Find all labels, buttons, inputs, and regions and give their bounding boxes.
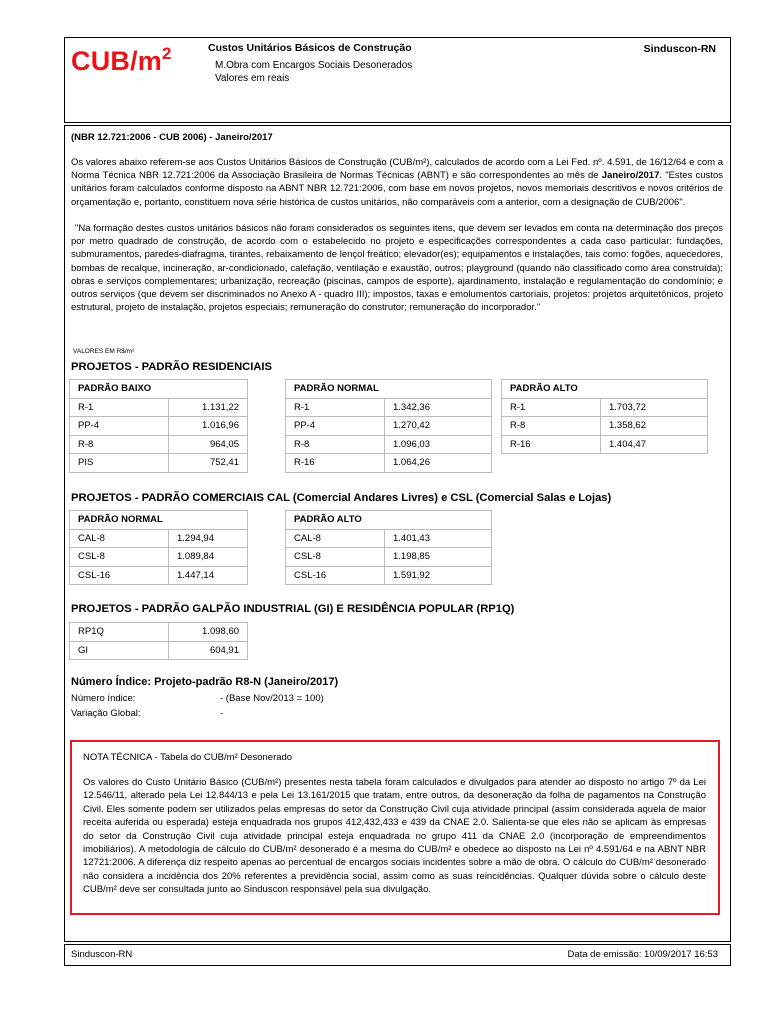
document-title: Custos Unitários Básicos de Construção [208, 42, 412, 54]
table-row [70, 417, 248, 436]
row-name: CSL-8 [286, 548, 385, 567]
table-row [70, 623, 248, 642]
row-value: 1.198,85 [385, 548, 492, 567]
table-row [70, 566, 248, 585]
row-name: R-1 [286, 398, 385, 417]
technical-note-title: NOTA TÉCNICA - Tabela do CUB/m² Desonerado [83, 752, 293, 763]
table-row [70, 454, 248, 473]
row-name: R-1 [70, 398, 169, 417]
index-number-label: Número índice: [71, 693, 136, 704]
row-value: 964,05 [169, 435, 248, 454]
intro-paragraph [71, 156, 723, 209]
row-value: 1.096,03 [385, 435, 492, 454]
table-row [502, 398, 708, 417]
row-name: R-8 [502, 417, 601, 436]
residential-section-title: PROJETOS - PADRÃO RESIDENCIAIS [71, 361, 272, 373]
table-header: PADRÃO ALTO [502, 380, 708, 399]
emission-date: Data de emissão: 10/09/2017 16:53 [567, 949, 718, 960]
row-name: PP-4 [286, 417, 385, 436]
index-variation-label: Variação Global: [71, 708, 141, 719]
table-row [286, 548, 492, 567]
technical-note-text: Os valores do Custo Unitário Básico (CUB/m²) presentes nesta tabela foram calculados e divulgados para atender ao disposto no artigo 7º da Lei 12.546/11, alterado pela Lei 12.844/13 e pela Lei 13.161/2015 que tratam, entre outros, da desoneração da folha de pagamentos na Construção Civil. Eles somente podem ser utilizados pelas empresas do setor da Construção Civil cuja atividade principal (assim considerada aquela de maior receita auferida ou esperada) esteja enquadrada nos grupos 412,432,433 e 439 da CNAE 2.0. Salienta-se que eles não se aplicam às empresas do setor da Construção Civil cuja atividade principal esteja enquadrada no grupo 411 da CNAE 2.0 (incorporação de empreendimentos imobiliários). A metodologia de cálculo do CUB/m² desonerado é a mesma do CUB/m² e obedece ao disposto na Lei nº 4.591/64 e na ABNT NBR 12721:2006. A diferença diz respeito apenas ao percentual de encargos sociais incidentes sobre a mão de obra. O cálculo do CUB/m² desonerado não considera a incidência dos 20% referentes a previdência social, assim como as suas reincidências. Qualquer dúvida sobre o cálculo deste CUB/m² deve ser consultada junto ao Sinduscon responsável pela sua divulgação. [83, 777, 706, 896]
row-name: R-16 [502, 435, 601, 454]
table-row [502, 417, 708, 436]
table-row [286, 417, 492, 436]
table-row [286, 454, 492, 473]
row-value: 604,91 [169, 641, 248, 660]
table-row [286, 529, 492, 548]
row-value: 1.358,62 [601, 417, 708, 436]
document-header [64, 37, 731, 123]
row-name: R-8 [286, 435, 385, 454]
row-name: CSL-8 [70, 548, 169, 567]
table-row [286, 435, 492, 454]
row-value: 1.342,36 [385, 398, 492, 417]
row-name: PP-4 [70, 417, 169, 436]
row-value: 1.089,84 [169, 548, 248, 567]
row-value: 1.591,92 [385, 566, 492, 585]
table-row [502, 435, 708, 454]
intro-month: Janeiro/2017 [601, 170, 660, 182]
row-name: R-1 [502, 398, 601, 417]
residential-table-low [69, 379, 248, 473]
row-value: 1.294,94 [169, 529, 248, 548]
row-name: CSL-16 [286, 566, 385, 585]
document-body [64, 125, 731, 942]
row-value: 1.404,47 [601, 435, 708, 454]
commercial-section-title: PROJETOS - PADRÃO COMERCIAIS CAL (Comercial Andares Livres) e CSL (Comercial Salas e Lojas) [71, 492, 612, 504]
row-value: 1.270,42 [385, 417, 492, 436]
row-name: RP1Q [70, 623, 169, 642]
cub-logo: CUB/$m^2$ [71, 44, 172, 76]
intro-text-a: Os valores abaixo referem-se aos Custos Unitários Básicos de Construção (CUB/m²), calculados de acordo com a Lei Fed. nº. 4.591, de 16/12/64 e com a Norma Técnica NBR 12.721:2006 da Associação Brasileira de Normas Técnicas (ABNT) e são correspondentes ao mês de [71, 157, 723, 182]
technical-note-box [70, 740, 720, 915]
table-header: PADRÃO NORMAL [286, 380, 492, 399]
row-value: 1.016,96 [169, 417, 248, 436]
row-name: CAL-8 [70, 529, 169, 548]
industrial-table [69, 622, 248, 660]
table-row [70, 641, 248, 660]
header-subtitle: M.Obra com Encargos Sociais Desonerados [215, 60, 413, 71]
row-value: 1.131,22 [169, 398, 248, 417]
row-value: 1.447,14 [169, 566, 248, 585]
table-row [70, 548, 248, 567]
residential-table-high [501, 379, 708, 454]
row-name: CSL-16 [70, 566, 169, 585]
index-variation-value: - [220, 708, 224, 719]
table-row [286, 398, 492, 417]
exclusions-paragraph: "Na formação destes custos unitários básicos não foram considerados os seguintes itens, que devem ser levados em conta na determinação dos preços por metro quadrado de construção, de acordo com o estabelecido no projeto e especificações correspondentes a cada caso particular: fundações, submuramentos, paredes-diafragma, tirantes, rebaixamento de lençol freático; elevador(es); equipamentos e instalações, tais como: fogões, aquecedores, bombas de recalque, incineração, ar-condicionado, calefação, ventilação e exaustão, outros; playground (quando não classificado como área construída); obras e serviços complementares; urbanização, recreação (piscinas, campos de esporte), ajardinamento, instalação e regulamentação do condomínio; e outros serviços (que devem ser discriminados no Anexo A - quadro III); impostos, taxas e emolumentos cartoriais, projetos: projetos arquitetônicos, projeto estrutural, projeto de instalação, projetos especiais; remuneração do construtor; remuneração do incorporador." [71, 223, 723, 314]
units-note: VALORES EM R$/m² [73, 348, 135, 355]
commercial-table-high [285, 510, 492, 585]
residential-table-normal [285, 379, 492, 473]
row-value: 1.064,26 [385, 454, 492, 473]
table-row [70, 435, 248, 454]
row-name: R-16 [286, 454, 385, 473]
table-header: PADRÃO BAIXO [70, 380, 248, 399]
row-name: GI [70, 641, 169, 660]
table-row [70, 398, 248, 417]
row-name: PIS [70, 454, 169, 473]
commercial-table-normal [69, 510, 248, 585]
row-value: 1.401,43 [385, 529, 492, 548]
footer-organization: Sinduscon-RN [71, 949, 133, 960]
header-organization: Sinduscon-RN [643, 43, 716, 55]
table-header: PADRÃO ALTO [286, 511, 492, 530]
row-value: 1.098,60 [169, 623, 248, 642]
table-row [70, 529, 248, 548]
table-row [286, 566, 492, 585]
document-footer [64, 944, 731, 966]
table-header: PADRÃO NORMAL [70, 511, 248, 530]
header-currency-note: Valores em reais [215, 73, 290, 84]
intro-text-b: . "Estes custos unitários foram calculados conforme disposto na ABNT NBR 12.721:2006, com base em novos projetos, novos memoriais descritivos e novos critérios de orçamentação e, portanto, constituem nova série histórica de custos unitários, não comparáveis com a anterior, com a designação de CUB/2006". [71, 170, 723, 208]
row-value: 752,41 [169, 454, 248, 473]
index-number-value: - (Base Nov/2013 = 100) [220, 693, 324, 704]
index-section-title: Número Índice: Projeto-padrão R8-N (Janeiro/2017) [71, 676, 339, 688]
industrial-section-title: PROJETOS - PADRÃO GALPÃO INDUSTRIAL (GI) E RESIDÊNCIA POPULAR (RP1Q) [71, 603, 515, 615]
standard-reference: (NBR 12.721:2006 - CUB 2006) - Janeiro/2017 [71, 132, 273, 143]
row-value: 1.703,72 [601, 398, 708, 417]
row-name: R-8 [70, 435, 169, 454]
row-name: CAL-8 [286, 529, 385, 548]
